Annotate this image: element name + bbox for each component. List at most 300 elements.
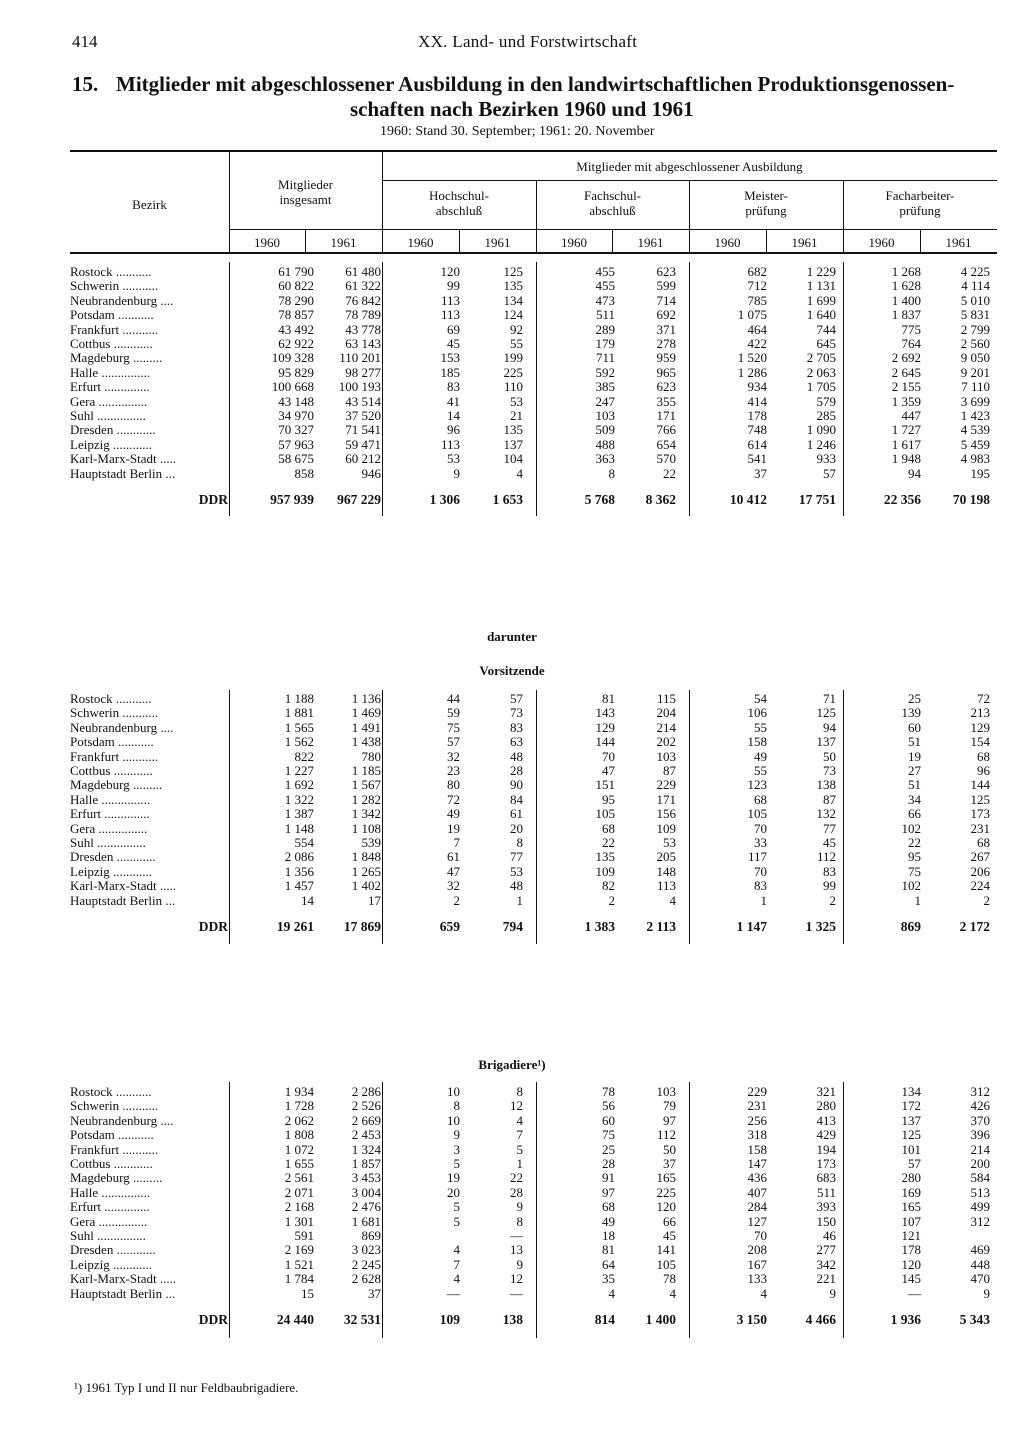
cell-value: 70 327	[278, 423, 314, 438]
cell-value: 1 423	[960, 409, 990, 424]
cell-value: 103	[595, 409, 615, 424]
cell-value: 2 560	[960, 337, 990, 352]
cell-value: 1 562	[284, 735, 314, 750]
cell-value: 1 784	[284, 1272, 314, 1287]
cell-value: 103	[656, 1085, 676, 1099]
cell-value: 153	[440, 351, 460, 366]
cell-value: 66	[908, 807, 921, 822]
cell-value: 22 356	[883, 491, 921, 507]
cell-value: 488	[595, 437, 615, 452]
cell-value: 5 831	[960, 308, 990, 323]
cell-value: 9	[983, 1286, 990, 1301]
cell-value: 711	[595, 351, 615, 366]
cell-value: 645	[816, 337, 836, 352]
bezirk-name: Magdeburg .........	[70, 351, 163, 366]
bezirk-name: Suhl ...............	[70, 836, 146, 851]
cell-value: 135	[595, 850, 615, 865]
cell-value: 60 212	[345, 452, 381, 467]
cell-value: 473	[595, 293, 615, 308]
cell-value: 50	[663, 1142, 676, 1157]
cell-value: 5 768	[584, 491, 615, 507]
cell-value: 165	[901, 1200, 921, 1215]
bezirk-name: Schwerin ...........	[70, 1099, 159, 1114]
cell-value: 231	[747, 1099, 767, 1114]
cell-value: 102	[901, 821, 921, 836]
year-header: 1960	[561, 235, 587, 250]
cell-value: 780	[361, 749, 381, 764]
cell-value: 1 567	[351, 778, 381, 793]
cell-value: 1 265	[351, 864, 381, 879]
cell-value: 139	[901, 706, 921, 721]
cell-value: 4 114	[961, 279, 990, 294]
header-hochschul	[382, 188, 536, 218]
section-label-brigadiere: Brigadiere¹)	[478, 1057, 546, 1072]
cell-value: 1 306	[429, 491, 460, 507]
cell-value: 225	[503, 365, 523, 380]
cell-value: 81	[602, 692, 615, 706]
footnote: ¹) 1961 Typ I und II nur Feldbaubrigadiere.	[74, 1380, 299, 1395]
cell-value: 70	[754, 864, 767, 879]
cell-value: 2 628	[351, 1272, 381, 1287]
table-row	[70, 894, 1010, 908]
table-row	[70, 836, 1010, 850]
cell-value: 43 778	[345, 322, 381, 337]
cell-value: 9	[453, 466, 460, 481]
cell-value: 58 675	[278, 452, 314, 467]
cell-value: 70	[602, 749, 615, 764]
cell-value: 22	[510, 1171, 523, 1186]
cell-value: 206	[970, 864, 990, 879]
bezirk-name: Rostock ...........	[70, 692, 152, 706]
cell-value: 137	[901, 1113, 921, 1128]
cell-value: 49	[602, 1214, 615, 1229]
cell-value: 20	[510, 821, 523, 836]
table-row	[70, 778, 1010, 792]
table-row	[70, 1114, 1010, 1128]
cell-value: 1 148	[284, 821, 314, 836]
cell-value: 99	[447, 279, 460, 294]
table-row	[70, 351, 1010, 365]
cell-value: 17 751	[798, 491, 836, 507]
table-row	[70, 366, 1010, 380]
cell-value: 156	[656, 807, 676, 822]
cell-value: 1 655	[284, 1157, 314, 1172]
year-header: 1960	[868, 235, 895, 250]
cell-value: 105	[595, 807, 615, 822]
header-bezirk: Bezirk	[132, 197, 167, 212]
cell-value: 27	[908, 764, 921, 779]
table-row	[70, 793, 1010, 807]
cell-value: 278	[656, 337, 676, 352]
year-header: 1961	[330, 235, 357, 250]
cell-value: 72	[447, 792, 460, 807]
cell-value: 370	[970, 1113, 990, 1128]
header-facharbeiter-line2: prüfung	[899, 203, 941, 218]
cell-value: 127	[747, 1214, 767, 1229]
table-row	[70, 279, 1010, 293]
cell-value: 200	[970, 1157, 990, 1172]
cell-value: 4	[669, 893, 676, 908]
cell-value: 95	[602, 792, 615, 807]
cell-value: 5	[516, 1142, 523, 1157]
cell-value: 285	[816, 409, 836, 424]
cell-value: 113	[440, 308, 460, 323]
cell-value: 1 342	[351, 807, 381, 822]
table-row	[70, 452, 1010, 466]
header-group-label: Mitglieder mit abgeschlossener Ausbildung	[576, 159, 803, 174]
cell-value: 68	[602, 821, 615, 836]
bezirk-name: Dresden ............	[70, 850, 156, 865]
bezirk-name: Frankfurt ...........	[70, 749, 159, 764]
cell-value: 396	[970, 1128, 990, 1143]
cell-value: 284	[747, 1200, 767, 1215]
cell-value: 2 071	[284, 1185, 314, 1200]
cell-value: 150	[816, 1214, 836, 1229]
cell-value: 71 541	[345, 423, 381, 438]
cell-value: 744	[816, 322, 836, 337]
cell-value: 77	[510, 850, 523, 865]
cell-value: 75	[602, 1128, 615, 1143]
cell-value: 499	[970, 1200, 990, 1215]
cell-value: 144	[970, 778, 990, 793]
table-row	[70, 395, 1010, 409]
year-header: 1960	[254, 235, 280, 250]
year-header: 1961	[484, 235, 511, 250]
cell-value: 41	[447, 394, 460, 409]
cell-value: 764	[901, 337, 921, 352]
cell-value: 53	[663, 836, 676, 851]
cell-value: 714	[656, 293, 676, 308]
cell-value: 385	[595, 380, 615, 395]
table-row	[70, 409, 1010, 423]
bezirk-name: Halle ...............	[70, 792, 151, 807]
cell-value: 2 063	[806, 365, 836, 380]
cell-value: 509	[595, 423, 615, 438]
cell-value: 1 457	[284, 879, 314, 894]
cell-value: 14	[301, 893, 314, 908]
cell-value: 554	[294, 836, 314, 851]
table-row	[70, 1099, 1010, 1113]
cell-value: 61	[447, 850, 460, 865]
cell-value: 8	[516, 836, 523, 851]
cell-value: 33	[754, 836, 767, 851]
cell-value: 171	[656, 792, 676, 807]
cell-value: 80	[447, 778, 460, 793]
cell-value: 4	[608, 1286, 615, 1301]
bezirk-name: Magdeburg .........	[70, 1171, 163, 1186]
cell-value: 4 466	[805, 1311, 836, 1327]
bezirk-name: Magdeburg .........	[70, 778, 163, 793]
header-meister-line1: Meister-	[744, 188, 788, 203]
cell-value: 202	[656, 735, 676, 750]
cell-value: 429	[816, 1128, 836, 1143]
cell-value: 68	[602, 1200, 615, 1215]
total-label: DDR	[198, 491, 228, 507]
cell-value: 57	[510, 692, 523, 706]
cell-value: 2 086	[284, 850, 314, 865]
cell-value: 100 193	[338, 380, 381, 395]
cell-value: 129	[970, 720, 990, 735]
cell-value: 32 531	[343, 1311, 381, 1327]
cell-value: 224	[970, 879, 990, 894]
cell-value: 109 328	[271, 351, 314, 366]
data-table-all-members	[70, 265, 1010, 507]
cell-value: 7	[516, 1128, 523, 1143]
cell-value: 869	[900, 918, 921, 934]
cell-value: 78 290	[278, 293, 314, 308]
cell-value: 2 062	[284, 1113, 314, 1128]
cell-value: 1 136	[351, 692, 381, 706]
cell-value: 105	[656, 1257, 676, 1272]
bezirk-name: Suhl ...............	[70, 1229, 146, 1244]
cell-value: 4	[516, 1113, 523, 1128]
table-row	[70, 850, 1010, 864]
cell-value: 60 822	[278, 279, 314, 294]
cell-value: 37	[368, 1286, 381, 1301]
cell-value: 45	[447, 337, 460, 352]
table-row	[70, 706, 1010, 720]
cell-value: 78	[663, 1272, 676, 1287]
cell-value: 63 143	[345, 337, 381, 352]
cell-value: —	[510, 1286, 523, 1301]
cell-value: 934	[747, 380, 767, 395]
cell-value: 214	[656, 720, 676, 735]
cell-value: 413	[816, 1113, 836, 1128]
cell-value: —	[510, 1229, 523, 1244]
cell-value: 1 072	[284, 1142, 314, 1157]
cell-value: 1 383	[584, 918, 615, 934]
bezirk-name: Rostock ...........	[70, 265, 152, 279]
cell-value: 1 400	[891, 293, 921, 308]
bezirk-name: Frankfurt ...........	[70, 322, 159, 337]
table-row	[70, 865, 1010, 879]
cell-value: 470	[970, 1272, 990, 1287]
cell-value: 511	[816, 1185, 836, 1200]
bezirk-name: Schwerin ...........	[70, 706, 159, 721]
cell-value: 109	[595, 864, 615, 879]
cell-value: 165	[656, 1171, 676, 1186]
cell-value: 125	[970, 792, 990, 807]
cell-value: 53	[447, 452, 460, 467]
bezirk-name: Neubrandenburg ....	[70, 293, 174, 308]
cell-value: 101	[901, 1142, 921, 1157]
cell-value: 393	[816, 1200, 836, 1215]
cell-value: 10	[447, 1085, 460, 1099]
cell-value: 277	[816, 1243, 836, 1258]
cell-value: 247	[595, 394, 615, 409]
cell-value: 179	[595, 337, 615, 352]
cell-value: 539	[361, 836, 381, 851]
cell-value: 1 565	[284, 720, 314, 735]
bezirk-name: Suhl ...............	[70, 409, 146, 424]
table-row	[70, 750, 1010, 764]
cell-value: 25	[602, 1142, 615, 1157]
cell-value: 75	[447, 720, 460, 735]
cell-value: 584	[970, 1171, 990, 1186]
cell-value: 1 188	[284, 692, 314, 706]
table-row	[70, 1085, 1010, 1099]
header-facharbeiter	[843, 188, 997, 218]
header-mitglieder-line2: insgesamt	[279, 192, 332, 207]
cell-value: 113	[440, 293, 460, 308]
cell-value: 2 286	[351, 1085, 381, 1099]
cell-value: 68	[754, 792, 767, 807]
table-row	[70, 735, 1010, 749]
total-row	[70, 908, 1010, 934]
cell-value: 120	[656, 1200, 676, 1215]
cell-value: 21	[510, 409, 523, 424]
cell-value: 147	[747, 1157, 767, 1172]
cell-value: 2 476	[351, 1200, 381, 1215]
cell-value: 69	[447, 322, 460, 337]
cell-value: 2 168	[284, 1200, 314, 1215]
cell-value: 1 185	[351, 764, 381, 779]
cell-value: 115	[656, 692, 676, 706]
cell-value: 4	[760, 1286, 767, 1301]
cell-value: 60	[602, 1113, 615, 1128]
bezirk-name: Erfurt ..............	[70, 380, 150, 395]
cell-value: 363	[595, 452, 615, 467]
bezirk-name: Gera ...............	[70, 821, 148, 836]
cell-value: 173	[816, 1157, 836, 1172]
cell-value: 144	[595, 735, 615, 750]
table-row	[70, 822, 1010, 836]
cell-value: 464	[747, 322, 767, 337]
year-header: 1960	[714, 235, 741, 250]
bezirk-name: Potsdam ...........	[70, 1128, 154, 1143]
cell-value: 1 808	[284, 1128, 314, 1143]
bezirk-name: Leipzig ............	[70, 1257, 152, 1272]
cell-value: 592	[595, 365, 615, 380]
cell-value: 4	[516, 466, 523, 481]
cell-value: 57 963	[278, 437, 314, 452]
cell-value: 1 286	[737, 365, 767, 380]
cell-value: —	[447, 1286, 460, 1301]
cell-value: 37	[663, 1157, 676, 1172]
cell-value: 28	[602, 1157, 615, 1172]
table-row	[70, 337, 1010, 351]
cell-value: 1 728	[284, 1099, 314, 1114]
cell-value: 78	[602, 1085, 615, 1099]
cell-value: 280	[901, 1171, 921, 1186]
bezirk-name: Gera ...............	[70, 1214, 148, 1229]
table-row	[70, 323, 1010, 337]
total-row	[70, 481, 1010, 507]
cell-value: 83	[823, 864, 836, 879]
table-row	[70, 467, 1010, 481]
cell-value: 205	[656, 850, 676, 865]
header-fachschul-line1: Fachschul-	[583, 188, 642, 203]
cell-value: 591	[294, 1229, 314, 1244]
cell-value: 965	[656, 365, 676, 380]
bezirk-name: Frankfurt ...........	[70, 1142, 159, 1157]
cell-value: 77	[823, 821, 836, 836]
cell-value: 51	[908, 735, 921, 750]
bezirk-name: Halle ...............	[70, 1185, 151, 1200]
cell-value: 229	[747, 1085, 767, 1099]
cell-value: 25	[908, 692, 921, 706]
cell-value: 90	[510, 778, 523, 793]
cell-value: 28	[510, 764, 523, 779]
cell-value: 1 322	[284, 792, 314, 807]
cell-value: 132	[816, 807, 836, 822]
bezirk-name: Karl-Marx-Stadt .....	[70, 452, 177, 467]
table-row	[70, 438, 1010, 452]
cell-value: 614	[747, 437, 767, 452]
cell-value: 2	[453, 893, 460, 908]
cell-value: 447	[901, 409, 921, 424]
cell-value: 158	[747, 735, 767, 750]
cell-value: 513	[970, 1185, 990, 1200]
cell-value: 61 322	[345, 279, 381, 294]
cell-value: 5	[453, 1157, 460, 1172]
cell-value: 957 939	[270, 491, 314, 507]
cell-value: 455	[595, 279, 615, 294]
cell-value: 4 983	[960, 452, 990, 467]
cell-value: 1 438	[351, 735, 381, 750]
cell-value: 97	[602, 1185, 615, 1200]
cell-value: 34 970	[278, 409, 314, 424]
cell-value: 17	[368, 893, 381, 908]
cell-value: 99	[823, 879, 836, 894]
cell-value: 436	[747, 1171, 767, 1186]
cell-value: 1 653	[492, 491, 523, 507]
cell-value: 312	[970, 1085, 990, 1099]
cell-value: 5	[453, 1214, 460, 1229]
cell-value: 64	[602, 1257, 615, 1272]
table-row	[70, 265, 1010, 279]
cell-value: 87	[663, 764, 676, 779]
cell-value: 1 936	[890, 1311, 921, 1327]
cell-value: 55	[754, 720, 767, 735]
cell-value: 73	[510, 706, 523, 721]
header-facharbeiter-line1: Facharbeiter-	[885, 188, 955, 203]
cell-value: 53	[510, 394, 523, 409]
header-meister	[689, 188, 843, 218]
cell-value: 785	[747, 293, 767, 308]
bezirk-name: Gera ...............	[70, 394, 148, 409]
bezirk-name: Karl-Marx-Stadt .....	[70, 1272, 177, 1287]
cell-value: 1	[914, 893, 921, 908]
cell-value: 47	[447, 864, 460, 879]
cell-value: 967 229	[337, 491, 381, 507]
cell-value: 109	[439, 1311, 460, 1327]
cell-value: 312	[970, 1214, 990, 1229]
cell-value: 214	[970, 1142, 990, 1157]
cell-value: 50	[823, 749, 836, 764]
cell-value: 4 539	[960, 423, 990, 438]
bezirk-name: Erfurt ..............	[70, 807, 150, 822]
cell-value: 134	[901, 1085, 921, 1099]
cell-value	[933, 1229, 1010, 1243]
table-row	[70, 423, 1010, 437]
header-fachschul-line2: abschluß	[589, 203, 636, 218]
cell-value: 946	[361, 466, 381, 481]
cell-value: 37 520	[345, 409, 381, 424]
cell-value: 8	[608, 466, 615, 481]
cell-value: 9	[829, 1286, 836, 1301]
cell-value: 45	[663, 1229, 676, 1244]
table-title-line-1: Mitglieder mit abgeschlossener Ausbildung in den landwirtschaftlichen Produktionsgenossen-	[116, 72, 955, 96]
table-row	[70, 1229, 1010, 1243]
cell-value: 511	[595, 308, 615, 323]
cell-value: 654	[656, 437, 676, 452]
cell-value: 169	[901, 1185, 921, 1200]
cell-value: 141	[656, 1243, 676, 1258]
table-row	[70, 1258, 1010, 1272]
cell-value: 125	[901, 1128, 921, 1143]
cell-value: 256	[747, 1113, 767, 1128]
